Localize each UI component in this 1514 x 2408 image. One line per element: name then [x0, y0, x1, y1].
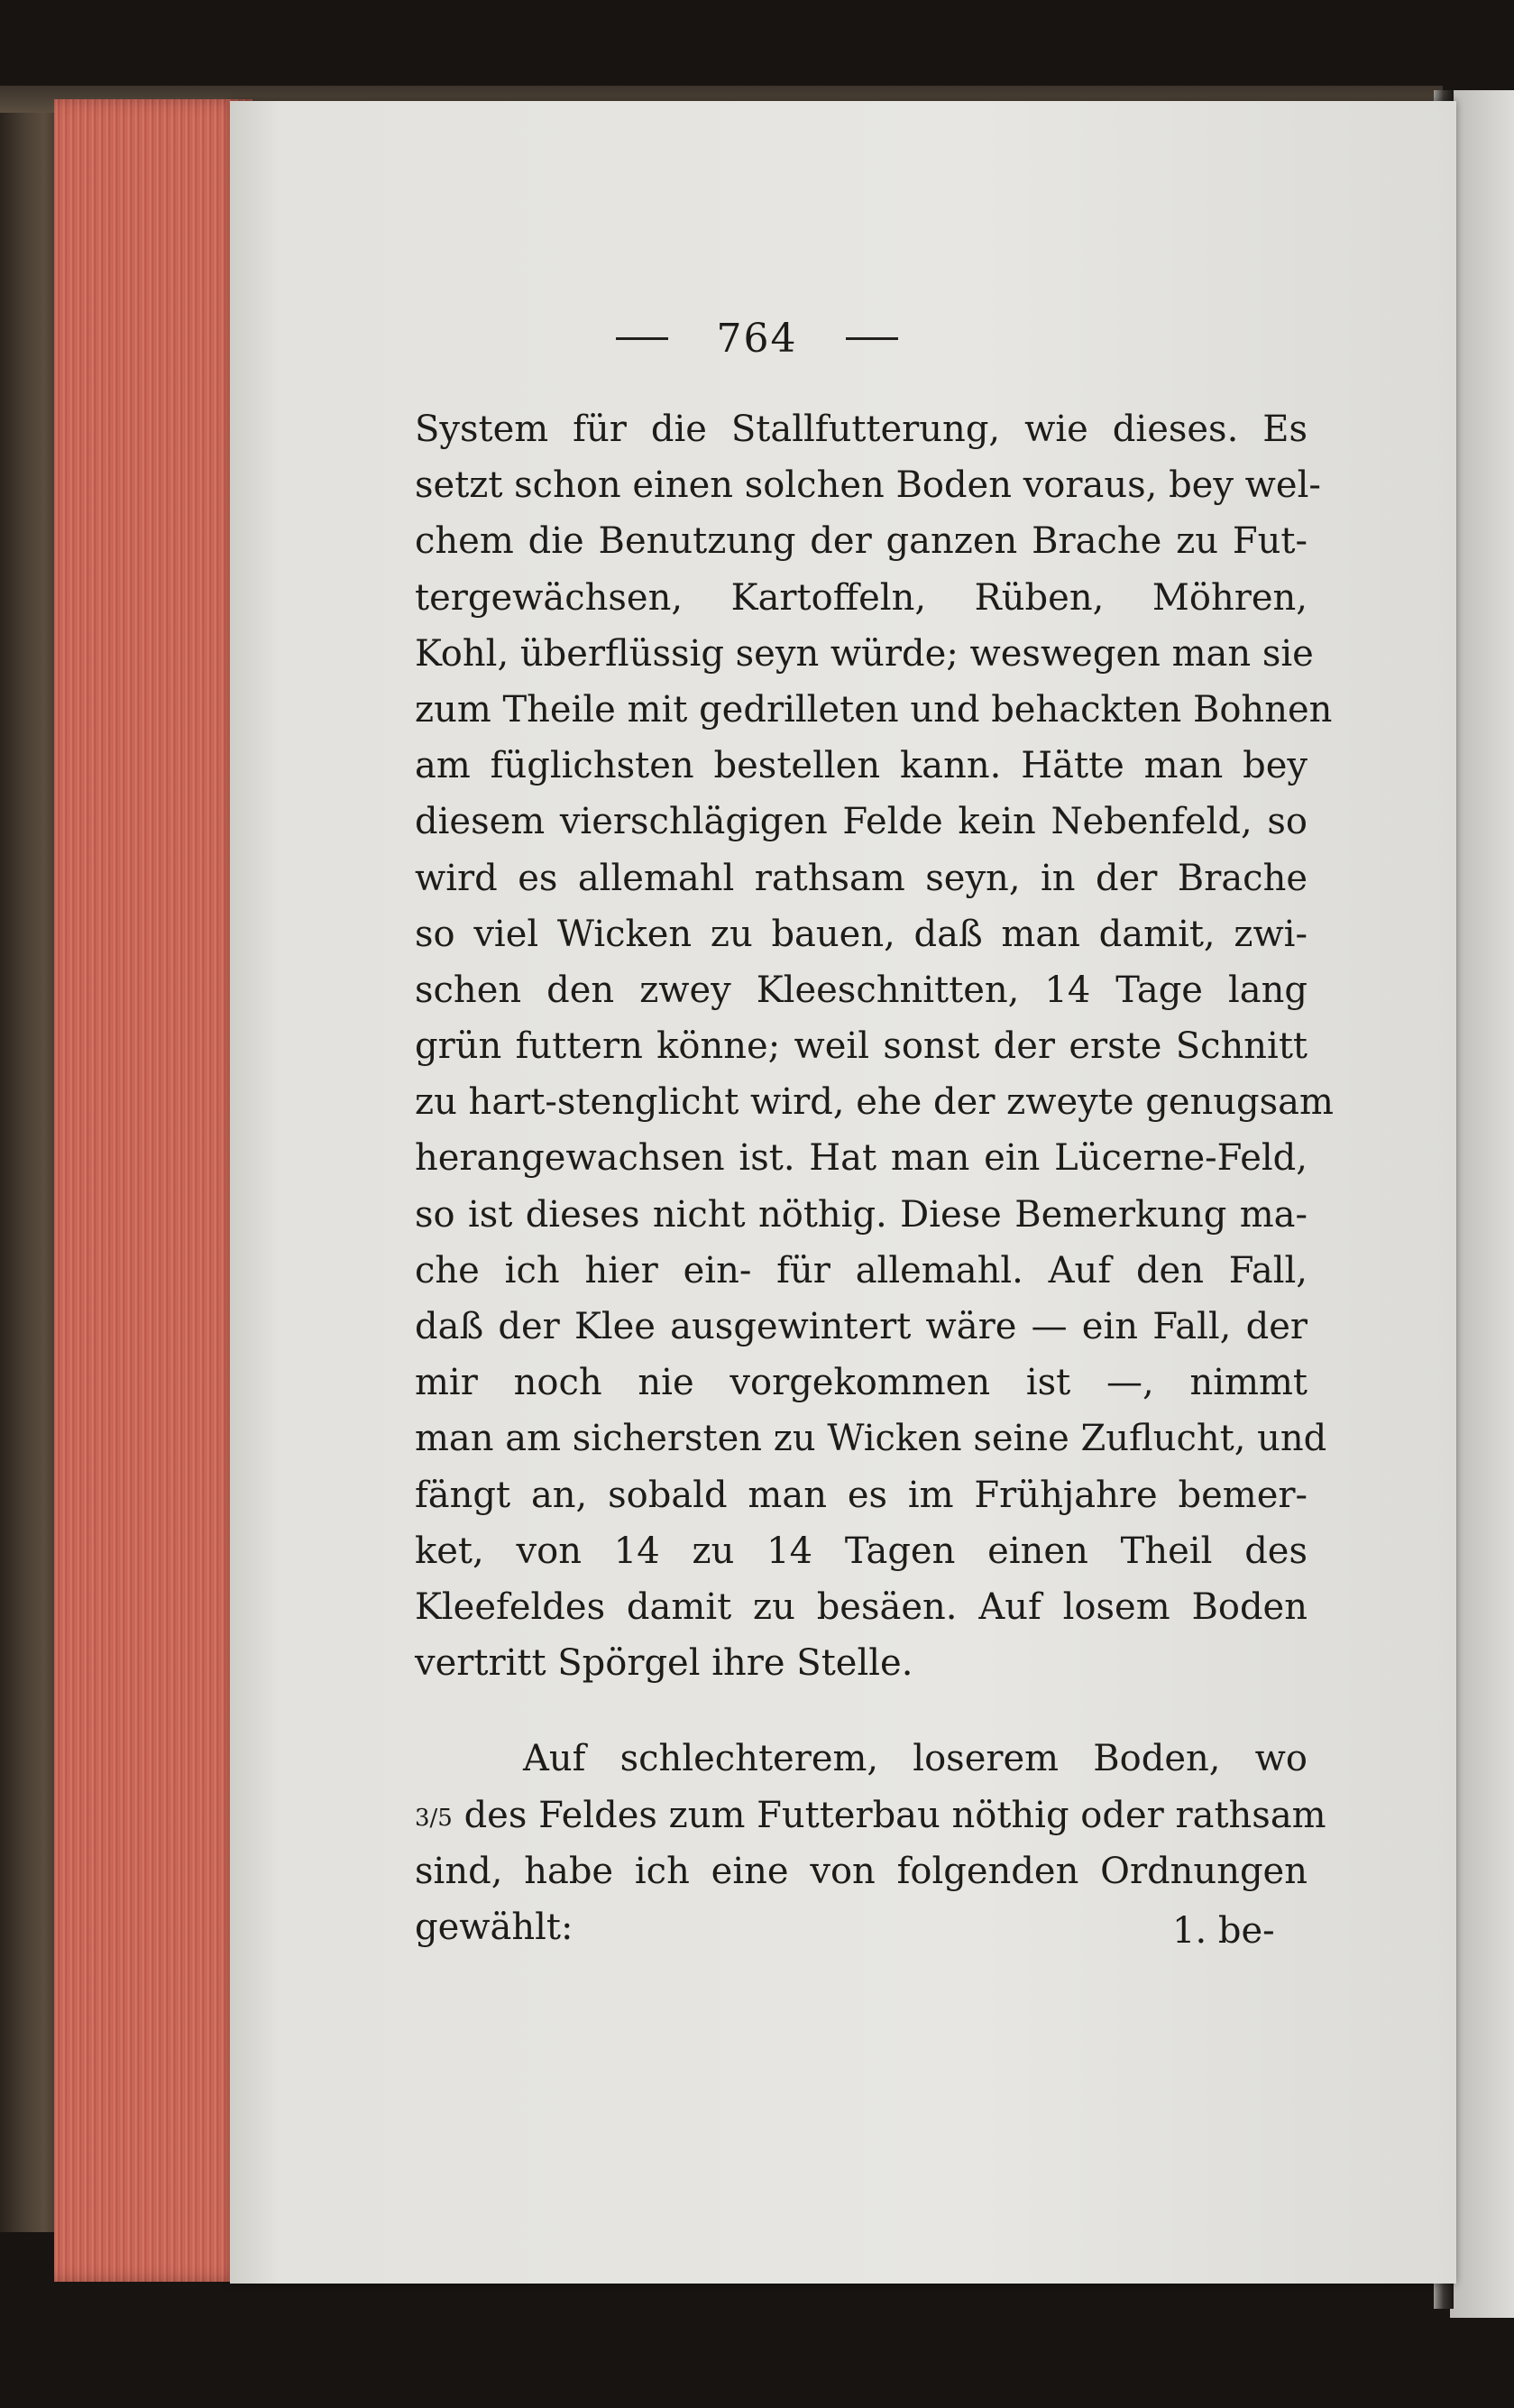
header-dash-left: [616, 337, 668, 340]
text-line: ket, von 14 zu 14 Tagen einen Theil des: [415, 1530, 1308, 1572]
text-line-with-fraction: [415, 1788, 1326, 1843]
catchword: 1. be-: [1172, 1910, 1275, 1952]
text-line: am füglichsten bestellen kann. Hätte man bey: [415, 745, 1308, 787]
text-line: man am sichersten zu Wicken seine Zuflucht, und: [415, 1418, 1327, 1460]
text-line: mir noch nie vorgekommen ist —, nimmt: [415, 1362, 1308, 1404]
text-line: grün futtern könne; weil sonst der erste Schnitt: [415, 1025, 1308, 1068]
text-line: Kohl, überflüssig seyn würde; weswegen man sie: [415, 632, 1314, 675]
text-line: gewählt:: [415, 1906, 573, 1948]
text-line: tergewächsen, Kartoffeln, Rüben, Möhren,: [415, 576, 1308, 619]
text-line: setzt schon einen solchen Boden voraus, bey wel-: [415, 464, 1321, 507]
page-header: [0, 311, 1514, 365]
page-edges: [54, 99, 252, 2282]
text-line: so ist dieses nicht nöthig. Diese Bemerkung ma-: [415, 1193, 1308, 1236]
paragraph-1: [415, 401, 1334, 1691]
text-line: zu hart-stenglicht wird, ehe der zweyte genugsam: [415, 1081, 1334, 1124]
text-line: sind, habe ich eine von folgenden Ordnungen: [415, 1850, 1308, 1892]
text-line: wird es allemahl rathsam seyn, in der Brache: [415, 857, 1308, 899]
facing-page: [1450, 90, 1514, 2318]
fraction: 3/5: [415, 1804, 453, 1832]
page-number: 764: [716, 315, 798, 362]
body-text: [415, 401, 1334, 1955]
text-line: System für die Stallfutterung, wie dieses. Es: [415, 409, 1308, 450]
text-line: vertritt Spörgel ihre Stelle.: [415, 1642, 913, 1685]
text-line: zum Theile mit gedrilleten und behackten Bohnen: [415, 688, 1333, 731]
text-line: che ich hier ein- für allemahl. Auf den Fall,: [415, 1249, 1308, 1291]
text-line: schen den zwey Kleeschnitten, 14 Tage lang: [415, 969, 1308, 1011]
text-line: chem die Benutzung der ganzen Brache zu Fut-: [415, 520, 1308, 563]
text-line: daß der Klee ausgewintert wäre — ein Fall, der: [415, 1306, 1308, 1347]
text-line: fängt an, sobald man es im Frühjahre bemer-: [415, 1474, 1308, 1516]
text-line: diesem vierschlägigen Felde kein Nebenfeld, so: [415, 801, 1308, 843]
text-line: Auf schlechterem, loserem Boden, wo: [523, 1738, 1308, 1780]
text-line: Kleefeldes damit zu besäen. Auf losem Boden: [415, 1585, 1308, 1628]
header-dash-right: [846, 337, 898, 340]
text-line: herangewachsen ist. Hat man ein Lücerne-Feld,: [415, 1137, 1308, 1180]
text-line-rest: des Feldes zum Futterbau nöthig oder rathsam: [463, 1794, 1326, 1836]
text-line: so viel Wicken zu bauen, daß man damit, zwi-: [415, 913, 1308, 955]
